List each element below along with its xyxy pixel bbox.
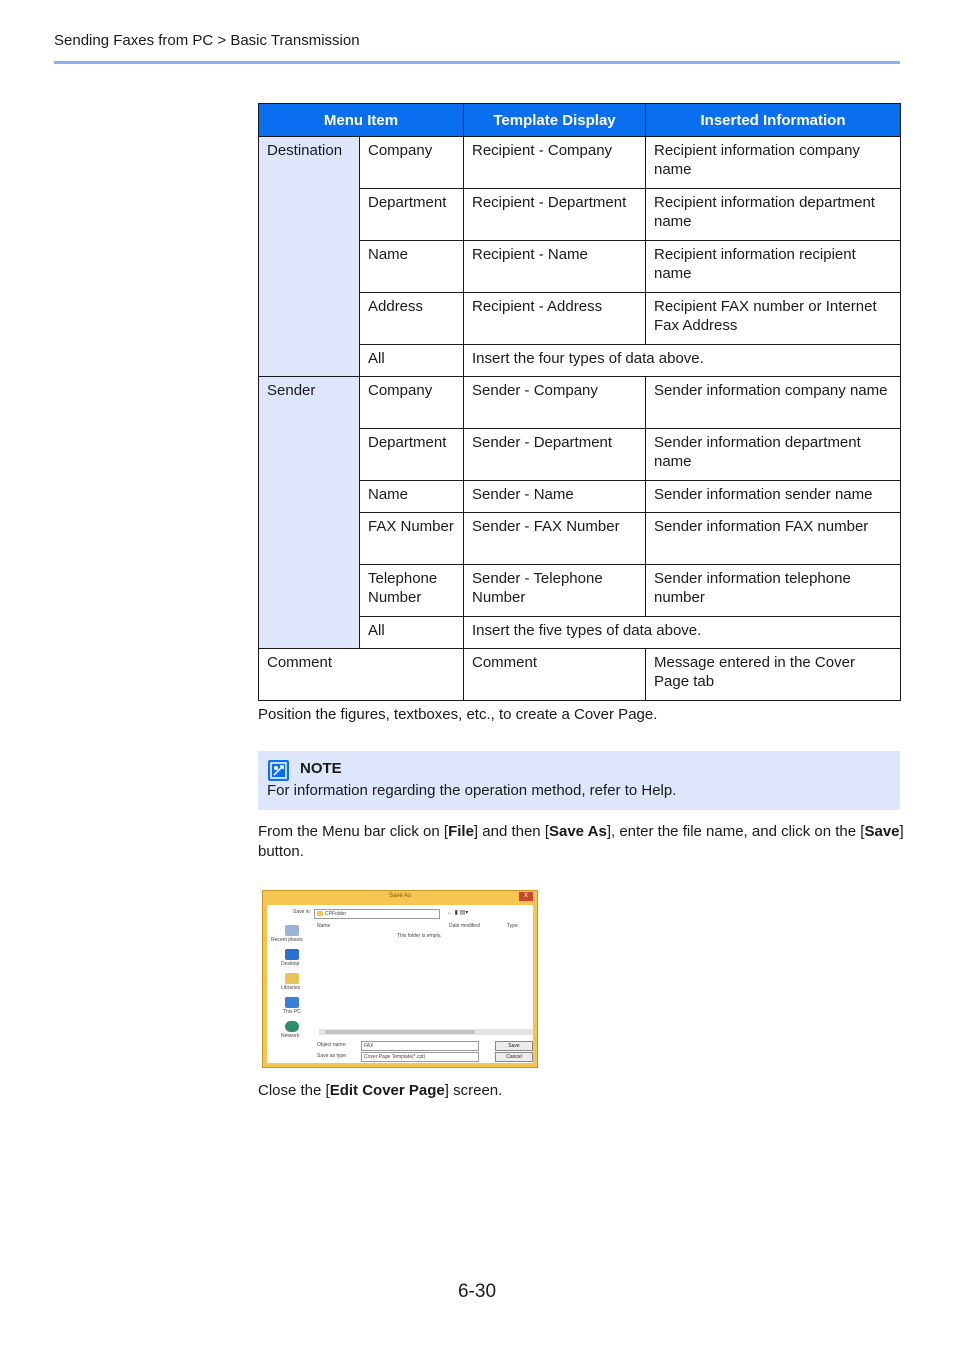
column-name[interactable]: Name [317,923,331,929]
dialog-body [267,905,533,1063]
save-text-4: ] button. [258,823,904,860]
template-display-cell: Sender - FAX Number [464,513,646,565]
template-display-cell: Recipient - Company [464,137,646,189]
scrollbar-thumb[interactable] [325,1030,475,1034]
folder-icon [317,911,323,916]
template-display-cell: Comment [464,649,646,701]
horizontal-scrollbar[interactable] [319,1029,533,1035]
toolbar-icons[interactable]: ← ▮ ▤▾ [447,910,469,916]
nav-recent-places[interactable]: Recent places [271,937,303,943]
inserted-info-cell: Sender information FAX number [646,513,901,565]
menu-item-cell: Department [360,429,464,481]
menu-item-cell: Name [360,241,464,293]
menu-item-table [258,103,901,701]
save-text-2: ] and then [ [473,823,549,840]
menu-item-cell: Telephone Number [360,565,464,617]
dialog-title: Save As [388,893,411,899]
inserted-info-cell: Recipient information department name [646,189,901,241]
note-icon [268,760,289,781]
close-text-1: Close the [ [258,1082,330,1099]
recent-places-icon[interactable] [285,925,299,936]
file-menu-ref: File [448,823,474,840]
menu-item-cell: All [360,617,464,649]
nav-this-pc[interactable]: This PC [283,1009,301,1015]
nav-network[interactable]: Network [281,1033,300,1039]
dialog-close-button[interactable]: X [519,892,533,901]
inserted-info-cell: Recipient information company name [646,137,901,189]
column-type[interactable]: Type [507,923,518,929]
group-sender: Sender [259,377,360,649]
menu-item-cell: Company [360,137,464,189]
inserted-info-cell: Message entered in the Cover Page tab [646,649,901,701]
template-display-cell: Recipient - Name [464,241,646,293]
column-date-modified[interactable]: Date modified [449,923,480,929]
menu-item-cell: Name [360,481,464,513]
group-comment: Comment [259,649,464,701]
save-type-label: Save as type: [317,1053,348,1059]
all-description-cell: Insert the four types of data above. [464,345,901,377]
inserted-info-cell: Recipient FAX number or Internet Fax Address [646,293,901,345]
save-text-1: From the Menu bar click on [ [258,823,449,840]
save-text-3: ], enter the file name, and click on the [ [606,823,865,840]
desktop-icon[interactable] [285,949,299,960]
inserted-info-cell: Recipient information recipient name [646,241,901,293]
note-text: For information regarding the operation method, refer to Help. [267,782,677,799]
save-type-dropdown[interactable] [361,1052,479,1062]
template-display-cell: Recipient - Department [464,189,646,241]
empty-folder-text: This folder is empty. [397,933,442,939]
template-display-cell: Sender - Company [464,377,646,429]
save-as-dialog-screenshot [262,890,538,1068]
file-name-input[interactable] [361,1041,479,1051]
template-display-cell: Sender - Telephone Number [464,565,646,617]
inserted-info-cell: Sender information sender name [646,481,901,513]
close-instruction [258,1081,904,1101]
save-as-menu-ref: Save As [548,823,607,840]
save-in-value: CPFolder [325,911,347,917]
template-display-cell: Sender - Department [464,429,646,481]
dialog-save-button[interactable]: Save [495,1041,533,1051]
libraries-icon[interactable] [285,973,299,984]
header-inserted-information: Inserted Information [646,104,901,137]
inserted-info-cell: Sender information company name [646,377,901,429]
edit-cover-page-ref: Edit Cover Page [329,1082,445,1099]
menu-item-cell: FAX Number [360,513,464,565]
file-name-value: FAX [364,1043,374,1049]
save-in-label: Save in: [293,909,312,915]
inserted-info-cell: Sender information telephone number [646,565,901,617]
file-name-label: Object name: [317,1042,347,1048]
nav-libraries[interactable]: Libraries [281,985,301,991]
note-box [258,751,900,810]
all-description-cell: Insert the five types of data above. [464,617,901,649]
menu-item-cell: Address [360,293,464,345]
nav-desktop[interactable]: Desktop [281,961,300,967]
save-type-value: Cover Page Template(*.cpt) [364,1054,426,1060]
group-destination: Destination [259,137,360,377]
breadcrumb: Sending Faxes from PC > Basic Transmission [54,32,360,49]
menu-item-cell: Department [360,189,464,241]
menu-item-cell: All [360,345,464,377]
menu-item-cell: Company [360,377,464,429]
save-in-dropdown[interactable] [314,909,440,919]
position-instruction: Position the figures, textboxes, etc., to create a Cover Page. [258,706,658,723]
template-display-cell: Sender - Name [464,481,646,513]
header-rule [54,61,900,64]
network-icon[interactable] [285,1021,299,1032]
page-number: 6-30 [457,1281,497,1302]
header-template-display: Template Display [464,104,646,137]
close-text-2: ] screen. [444,1082,503,1099]
dialog-cancel-button[interactable]: Cancel [495,1052,533,1062]
note-title: NOTE [300,760,342,777]
header-menu-item: Menu Item [259,104,464,137]
save-button-ref: Save [864,823,900,840]
this-pc-icon[interactable] [285,997,299,1008]
save-instruction [258,822,904,862]
inserted-info-cell: Sender information department name [646,429,901,481]
template-display-cell: Recipient - Address [464,293,646,345]
